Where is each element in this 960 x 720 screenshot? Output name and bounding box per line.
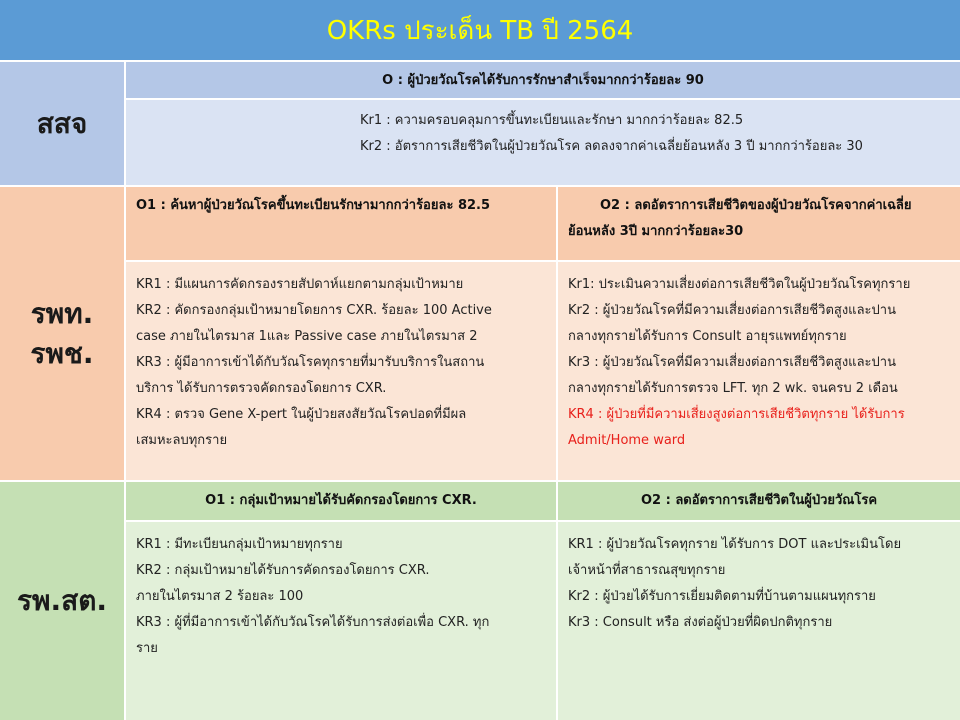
page-title: OKRs ประเด็น TB ปี 2564 (0, 0, 960, 60)
section2-right-kr4-highlight: Admit/Home ward (568, 433, 686, 448)
section3-left-kr-line: KR2 : กลุ่มเป้าหมายได้รับการคัดกรองโดยการ CXR. (136, 563, 430, 578)
section3-left-kr-line: KR1 : มีทะเบียนกลุ่มเป้าหมายทุกราย (136, 537, 343, 552)
section2-right-kr4-highlight: KR4 : ผู้ป่วยที่มีความเสี่ยงสูงต่อการเสียชีวิตทุกราย ได้รับการ (568, 407, 905, 422)
section1-label: สสจ (0, 62, 124, 185)
section2-right-objective-line1: O2 : ลดอัตราการเสียชีวิตของผู้ป่วยวัณโรคจากค่าเฉลี่ย (600, 198, 912, 213)
section1-kr-box (126, 100, 960, 185)
section2-left-kr-line: KR3 : ผู้มีอาการเข้าได้กับวัณโรคทุกรายที่มารับบริการในสถาน (136, 355, 485, 370)
section2-right-kr-box (558, 262, 960, 480)
section3-left-kr-line: ราย (136, 641, 158, 656)
section1-kr2: Kr2 : อัตราการเสียชีวิตในผู้ป่วยวัณโรค ลดลงจากค่าเฉลี่ยย้อนหลัง 3 ปี มากกว่าร้อยละ 30 (360, 139, 863, 154)
section1-kr1: Kr1 : ความครอบคลุมการขึ้นทะเบียนและรักษา มากกว่าร้อยละ 82.5 (360, 113, 744, 128)
section2-label (0, 187, 124, 480)
section2-right-kr-line: กลางทุกรายได้รับการ Consult อายุรแพทย์ทุกราย (568, 329, 847, 344)
section2-label-line2: รพช. (30, 336, 94, 370)
section3-right-kr-line: เจ้าหน้าที่สาธารณสุขทุกราย (568, 563, 726, 578)
section3-left-kr-line: KR3 : ผู้ที่มีอาการเข้าได้กับวัณโรคได้รับการส่งต่อเพื่อ CXR. ทุก (136, 615, 490, 630)
section2-right-kr-line: Kr2 : ผู้ป่วยวัณโรคที่มีความเสี่ยงต่อการเสียชีวิตสูงและปาน (568, 303, 896, 318)
section2-right-objective-line2: ย้อนหลัง 3ปี มากกว่าร้อยละ30 (568, 224, 744, 239)
section2-left-kr-line: เสมหะลบทุกราย (136, 433, 228, 448)
section3-right-objective: O2 : ลดอัตราการเสียชีวิตในผู้ป่วยวัณโรค (558, 482, 960, 520)
section2-left-kr-line: KR4 : ตรวจ Gene X-pert ในผู้ป่วยสงสัยวัณโรคปอดที่มีผล (136, 407, 467, 422)
section3-right-kr-line: Kr3 : Consult หรือ ส่งต่อผู้ป่วยที่ผิดปกติทุกราย (568, 615, 833, 630)
section3-right-kr-line: KR1 : ผู้ป่วยวัณโรคทุกราย ได้รับการ DOT และประเมินโดย (568, 537, 902, 552)
section3-left-kr-box (126, 522, 556, 720)
section3-right-kr-line: Kr2 : ผู้ป่วยได้รับการเยี่ยมติดตามที่บ้านตามแผนทุกราย (568, 589, 876, 604)
section2-left-objective: O1 : ค้นหาผู้ป่วยวัณโรคขึ้นทะเบียนรักษามากกว่าร้อยละ 82.5 (126, 187, 556, 260)
section2-label-line1: รพท. (30, 296, 94, 330)
section1-objective: O : ผู้ป่วยวัณโรคได้รับการรักษาสำเร็จมากกว่าร้อยละ 90 (126, 62, 960, 98)
section2-left-kr-line: case ภายในไตรมาส 1และ Passive case ภายในไตรมาส 2 (136, 329, 478, 344)
section2-left-kr-line: บริการ ได้รับการตรวจคัดกรองโดยการ CXR. (136, 381, 387, 396)
section2-right-objective (558, 187, 960, 260)
section3-right-kr-box (558, 522, 960, 720)
section3-left-objective: O1 : กลุ่มเป้าหมายได้รับคัดกรองโดยการ CXR. (126, 482, 556, 520)
section2-right-kr-line: Kr3 : ผู้ป่วยวัณโรคที่มีความเสี่ยงต่อการเสียชีวิตสูงและปาน (568, 355, 896, 370)
section3-label: รพ.สต. (0, 482, 124, 720)
section2-left-kr-line: KR2 : คัดกรองกลุ่มเป้าหมายโดยการ CXR. ร้อยละ 100 Active (136, 303, 492, 318)
section2-left-kr-box (126, 262, 556, 480)
section2-right-kr-line: Kr1: ประเมินความเสี่ยงต่อการเสียชีวิตในผู้ป่วยวัณโรคทุกราย (568, 277, 911, 292)
section2-right-kr-line: กลางทุกรายได้รับการตรวจ LFT. ทุก 2 wk. จนครบ 2 เดือน (568, 381, 898, 396)
section3-left-kr-line: ภายในไตรมาส 2 ร้อยละ 100 (136, 589, 304, 604)
section2-left-kr-line: KR1 : มีแผนการคัดกรองรายสัปดาห์แยกตามกลุ่มเป้าหมาย (136, 277, 464, 292)
